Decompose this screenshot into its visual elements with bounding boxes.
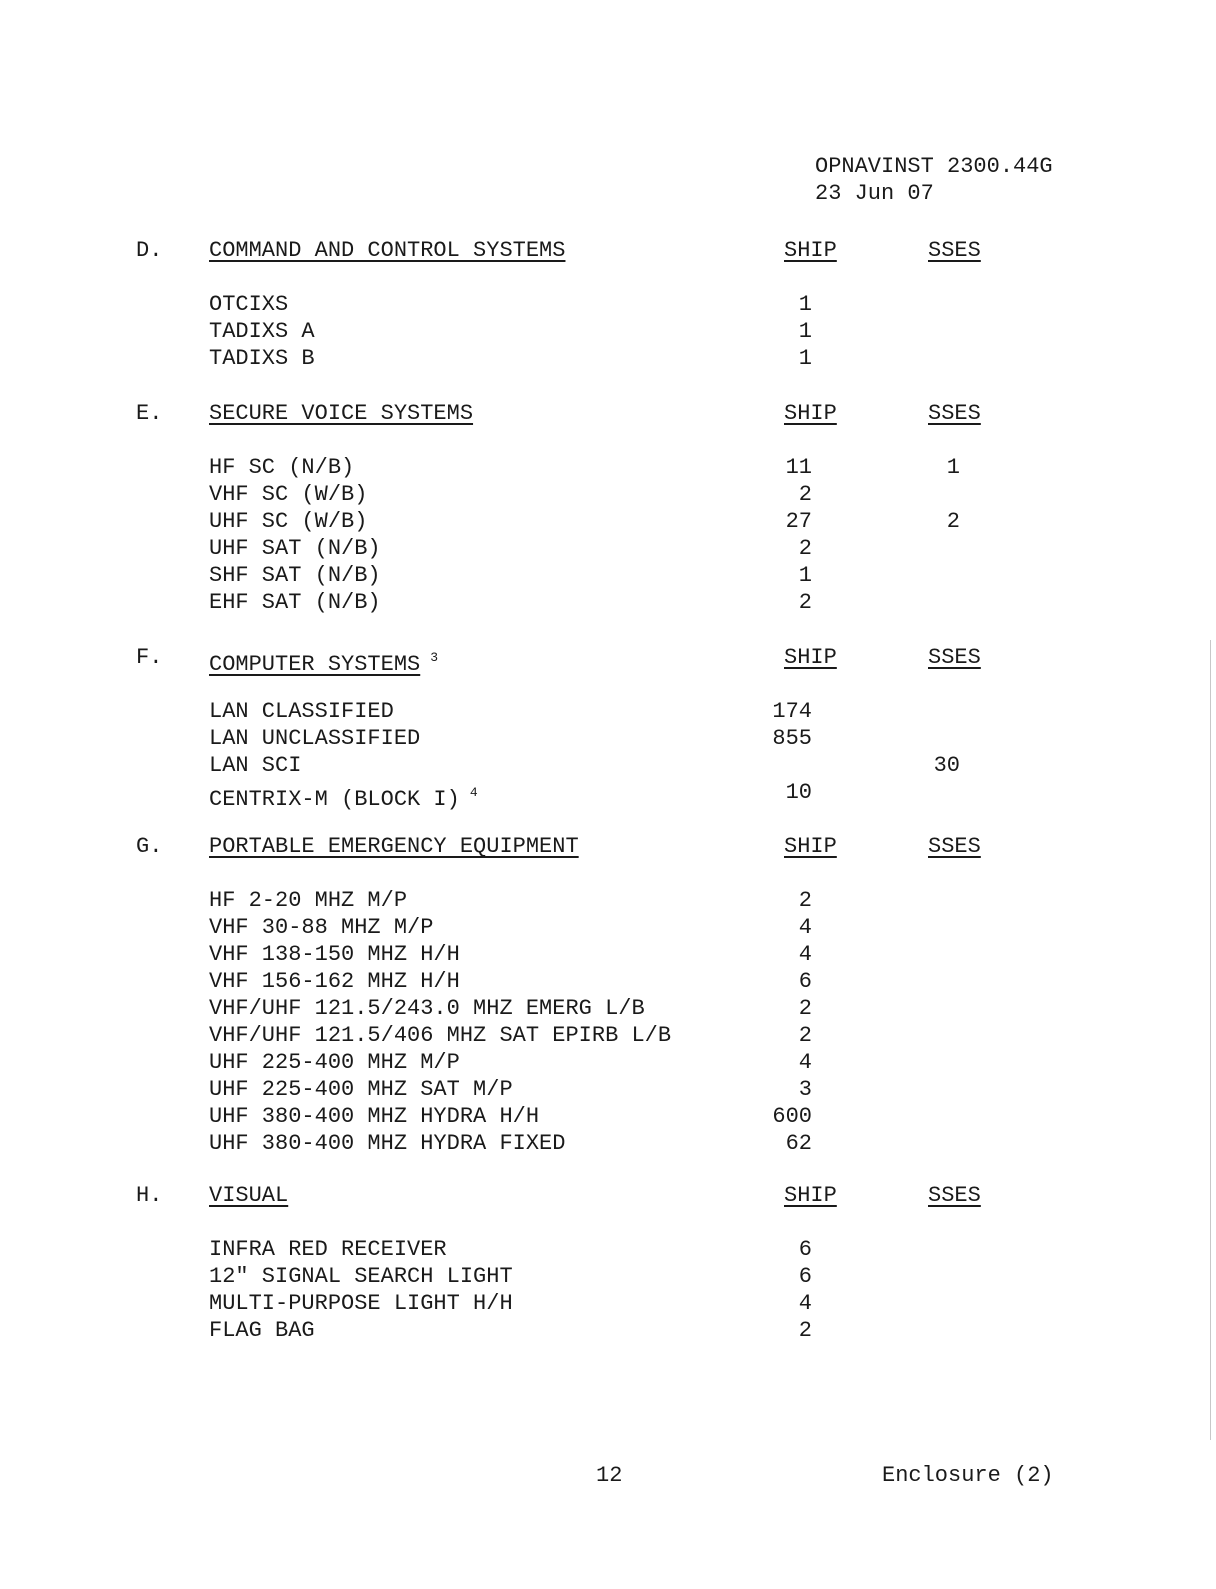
list-item — [0, 1130, 1216, 1157]
ship-quantity: 62 — [785, 1131, 812, 1156]
item-name — [209, 725, 420, 752]
section-title-text: PORTABLE EMERGENCY EQUIPMENT — [209, 834, 579, 859]
ship-quantity: 2 — [798, 536, 812, 561]
item-name-text: LAN UNCLASSIFIED — [209, 726, 421, 751]
list-item — [0, 1103, 1216, 1130]
ship-quantity: 27 — [785, 509, 812, 534]
section-title-text: COMMAND AND CONTROL SYSTEMS — [209, 238, 566, 263]
ship-quantity: 4 — [798, 942, 812, 967]
item-name-text: TADIXS B — [209, 346, 315, 371]
list-item — [0, 887, 1216, 914]
section-title — [209, 237, 565, 264]
item-name-text: FLAG BAG — [209, 1318, 315, 1343]
ship-quantity: 4 — [798, 1291, 812, 1316]
item-list — [0, 698, 1216, 812]
item-name-text: VHF 138-150 MHZ H/H — [209, 942, 460, 967]
item-name — [209, 698, 394, 725]
item-name-text: VHF/UHF 121.5/406 MHZ SAT EPIRB L/B — [209, 1023, 672, 1048]
list-item — [0, 345, 1216, 372]
item-name-text: UHF 225-400 MHZ M/P — [209, 1050, 460, 1075]
document-id: OPNAVINST 2300.44G — [815, 154, 1053, 179]
item-name — [209, 345, 315, 372]
list-item — [0, 995, 1216, 1022]
section-header — [0, 237, 1216, 264]
item-name — [209, 535, 381, 562]
scan-edge-line — [1210, 640, 1211, 1440]
section-title — [209, 644, 438, 678]
ship-quantity: 6 — [798, 1264, 812, 1289]
ship-quantity: 4 — [798, 915, 812, 940]
ship-quantity: 1 — [798, 319, 812, 344]
item-name-text: UHF 380-400 MHZ HYDRA H/H — [209, 1104, 540, 1129]
item-name-text: VHF/UHF 121.5/243.0 MHZ EMERG L/B — [209, 996, 645, 1021]
item-name — [209, 1290, 513, 1317]
ship-quantity: 1 — [798, 292, 812, 317]
item-name — [209, 995, 645, 1022]
enclosure-label: Enclosure (2) — [882, 1463, 1054, 1488]
item-name-text: CENTRIX-M (BLOCK I) — [209, 787, 460, 812]
list-item — [0, 725, 1216, 752]
section-title — [209, 833, 579, 860]
item-list — [0, 454, 1216, 616]
item-name — [209, 1022, 671, 1049]
section-f — [0, 644, 1216, 812]
item-list — [0, 1236, 1216, 1344]
list-item — [0, 752, 1216, 779]
column-header-sses: SSES — [928, 645, 981, 670]
item-name-text: 12″ SIGNAL SEARCH LIGHT — [209, 1264, 513, 1289]
section-letter: F. — [136, 645, 163, 670]
item-name-text: TADIXS A — [209, 319, 315, 344]
page-number: 12 — [596, 1463, 623, 1488]
item-name-text: VHF 30-88 MHZ M/P — [209, 915, 434, 940]
item-name — [209, 1263, 513, 1290]
section-e — [0, 400, 1216, 616]
item-name — [209, 1049, 460, 1076]
document-date: 23 Jun 07 — [815, 181, 934, 206]
column-header-ship: SHIP — [784, 645, 837, 670]
item-name — [209, 887, 407, 914]
item-name-text: UHF SAT (N/B) — [209, 536, 381, 561]
list-item — [0, 1022, 1216, 1049]
ship-quantity: 2 — [798, 590, 812, 615]
section-title — [209, 1182, 288, 1209]
item-name-text: UHF 380-400 MHZ HYDRA FIXED — [209, 1131, 566, 1156]
list-item — [0, 968, 1216, 995]
list-item — [0, 1263, 1216, 1290]
list-item — [0, 1317, 1216, 1344]
section-title — [209, 400, 473, 427]
section-title-text: VISUAL — [209, 1183, 289, 1208]
section-letter: E. — [136, 401, 163, 426]
item-name-text: LAN SCI — [209, 753, 302, 778]
column-header-sses: SSES — [928, 1183, 981, 1208]
section-d — [0, 237, 1216, 372]
document-header — [815, 153, 1053, 207]
item-name-text: HF 2-20 MHZ M/P — [209, 888, 408, 913]
section-h — [0, 1182, 1216, 1344]
item-name-text: VHF SC (W/B) — [209, 482, 368, 507]
list-item — [0, 589, 1216, 616]
item-list — [0, 887, 1216, 1157]
item-name-text: LAN CLASSIFIED — [209, 699, 394, 724]
item-name-text: VHF 156-162 MHZ H/H — [209, 969, 460, 994]
list-item — [0, 318, 1216, 345]
ship-quantity: 10 — [785, 780, 812, 805]
ship-quantity: 2 — [798, 996, 812, 1021]
section-header — [0, 1182, 1216, 1209]
section-letter: D. — [136, 238, 163, 263]
item-name — [209, 1076, 513, 1103]
ship-quantity: 4 — [798, 1050, 812, 1075]
column-header-sses: SSES — [928, 834, 981, 859]
section-title-text: COMPUTER SYSTEMS — [209, 652, 421, 677]
item-name — [209, 589, 381, 616]
ship-quantity: 855 — [772, 726, 812, 751]
column-header-ship: SHIP — [784, 1183, 837, 1208]
sses-quantity: 2 — [946, 509, 960, 534]
list-item — [0, 562, 1216, 589]
list-item — [0, 1049, 1216, 1076]
item-name — [209, 562, 381, 589]
ship-quantity: 6 — [798, 969, 812, 994]
item-name-text: EHF SAT (N/B) — [209, 590, 381, 615]
item-name — [209, 941, 460, 968]
ship-quantity: 3 — [798, 1077, 812, 1102]
section-g — [0, 833, 1216, 1157]
list-item — [0, 941, 1216, 968]
item-name-text: MULTI-PURPOSE LIGHT H/H — [209, 1291, 513, 1316]
item-name-text: HF SC (N/B) — [209, 455, 355, 480]
ship-quantity: 2 — [798, 1318, 812, 1343]
item-name — [209, 1317, 315, 1344]
column-header-ship: SHIP — [784, 834, 837, 859]
footnote-marker: 3 — [430, 650, 439, 665]
column-header-ship: SHIP — [784, 401, 837, 426]
item-name — [209, 968, 460, 995]
list-item — [0, 1236, 1216, 1263]
item-name — [209, 454, 354, 481]
list-item — [0, 454, 1216, 481]
item-name — [209, 914, 433, 941]
section-header — [0, 400, 1216, 427]
ship-quantity: 174 — [772, 699, 812, 724]
ship-quantity: 1 — [798, 346, 812, 371]
section-header — [0, 833, 1216, 860]
ship-quantity: 2 — [798, 482, 812, 507]
item-name — [209, 1236, 447, 1263]
list-item — [0, 1290, 1216, 1317]
item-name — [209, 1130, 565, 1157]
list-item — [0, 779, 1216, 812]
column-header-sses: SSES — [928, 401, 981, 426]
item-name — [209, 481, 367, 508]
ship-quantity: 1 — [798, 563, 812, 588]
item-name-text: OTCIXS — [209, 292, 289, 317]
item-list — [0, 291, 1216, 372]
ship-quantity: 6 — [798, 1237, 812, 1262]
ship-quantity: 600 — [772, 1104, 812, 1129]
ship-quantity: 2 — [798, 1023, 812, 1048]
sses-quantity: 1 — [946, 455, 960, 480]
footnote-marker: 4 — [469, 785, 478, 800]
column-header-ship: SHIP — [784, 238, 837, 263]
ship-quantity: 2 — [798, 888, 812, 913]
item-name — [209, 318, 315, 345]
column-header-sses: SSES — [928, 238, 981, 263]
item-name — [209, 752, 301, 779]
list-item — [0, 914, 1216, 941]
list-item — [0, 481, 1216, 508]
ship-quantity: 11 — [785, 455, 812, 480]
list-item — [0, 698, 1216, 725]
sses-quantity: 30 — [933, 753, 960, 778]
item-name — [209, 1103, 539, 1130]
section-letter: G. — [136, 834, 163, 859]
item-name — [209, 508, 367, 535]
list-item — [0, 291, 1216, 318]
list-item — [0, 1076, 1216, 1103]
section-header — [0, 644, 1216, 677]
item-name-text: SHF SAT (N/B) — [209, 563, 381, 588]
section-letter: H. — [136, 1183, 163, 1208]
list-item — [0, 535, 1216, 562]
section-title-text: SECURE VOICE SYSTEMS — [209, 401, 474, 426]
item-name — [209, 779, 478, 813]
item-name-text: UHF 225-400 MHZ SAT M/P — [209, 1077, 513, 1102]
list-item — [0, 508, 1216, 535]
item-name-text: UHF SC (W/B) — [209, 509, 368, 534]
item-name-text: INFRA RED RECEIVER — [209, 1237, 447, 1262]
item-name — [209, 291, 288, 318]
